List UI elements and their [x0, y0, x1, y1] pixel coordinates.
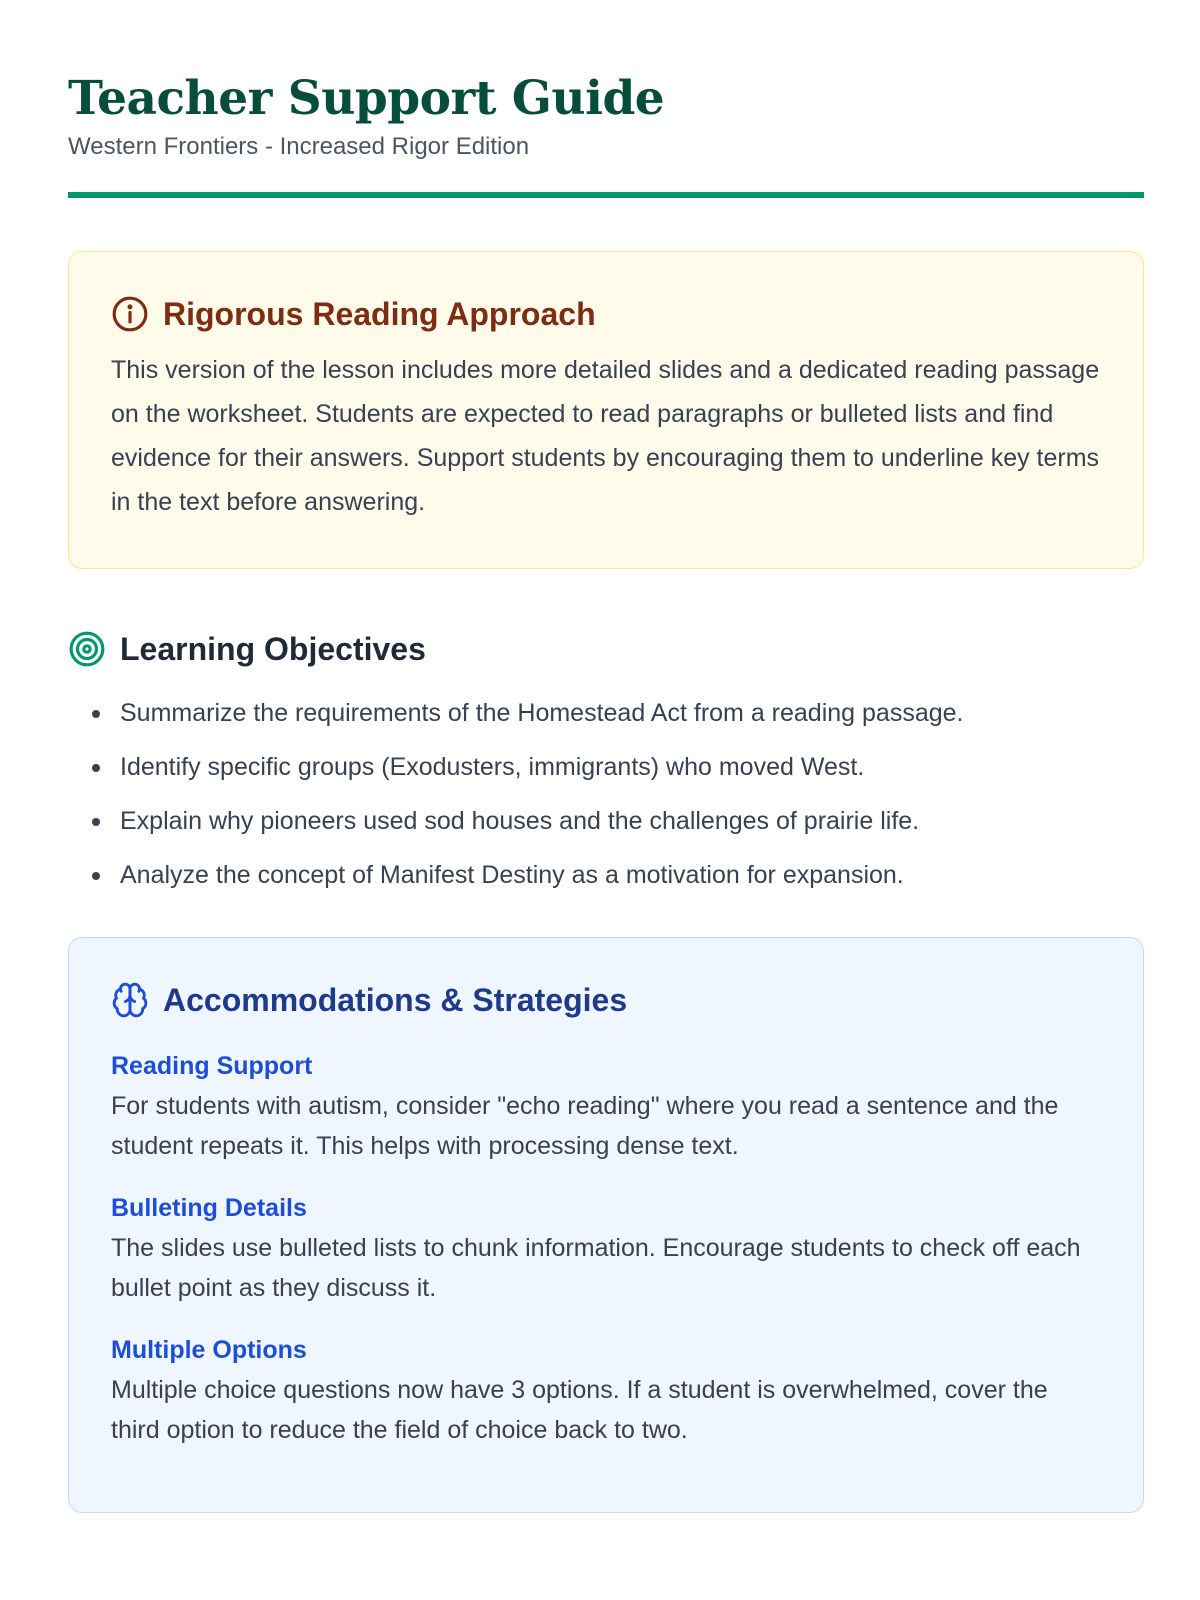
learning-objectives-section — [68, 629, 1132, 891]
strategy-title: Multiple Options — [111, 1336, 307, 1364]
learning-objectives-heading — [68, 629, 1132, 669]
strategy-title: Bulleting Details — [111, 1194, 307, 1222]
strategies-list — [111, 1050, 1101, 1450]
strategy-multiple-options — [111, 1334, 1101, 1450]
strategy-bulleting-details — [111, 1192, 1101, 1308]
page-subtitle: Western Frontiers - Increased Rigor Edition — [68, 133, 530, 160]
strategy-reading-support — [111, 1050, 1101, 1166]
objectives-list — [68, 697, 1132, 891]
reading-approach-callout — [68, 251, 1144, 569]
brain-icon — [111, 981, 149, 1019]
objective-item: Analyze the concept of Manifest Destiny as a motivation for expansion. — [92, 859, 1132, 891]
objective-item: Identify specific groups (Exodusters, immigrants) who moved West. — [92, 751, 1132, 783]
accommodations-title: Accommodations & Strategies — [163, 981, 628, 1018]
accommodations-callout — [68, 937, 1144, 1513]
page-header — [68, 68, 1132, 198]
reading-approach-title: Rigorous Reading Approach — [163, 295, 596, 332]
accommodations-heading — [111, 980, 1101, 1020]
reading-approach-body: This version of the lesson includes more detailed slides and a dedicated reading passage on the worksheet. Students are expected to read paragraphs or bulleted lists and find evidence for their answers. Support students by encouraging them to underline key terms in the text before answering. — [111, 356, 1100, 516]
reading-approach-heading — [111, 294, 1101, 334]
learning-objectives-title: Learning Objectives — [120, 630, 426, 667]
strategy-title: Reading Support — [111, 1052, 313, 1080]
strategy-body: For students with autism, consider "echo reading" where you read a sentence and the student repeats it. This helps with processing dense text. — [111, 1092, 1059, 1160]
info-circle-icon — [111, 295, 149, 333]
objective-item: Summarize the requirements of the Homestead Act from a reading passage. — [92, 697, 1132, 729]
strategy-body: Multiple choice questions now have 3 options. If a student is overwhelmed, cover the third option to reduce the field of choice back to two. — [111, 1376, 1048, 1444]
page-title: Teacher Support Guide — [68, 71, 665, 126]
objective-item: Explain why pioneers used sod houses and the challenges of prairie life. — [92, 805, 1132, 837]
header-divider — [68, 192, 1144, 198]
target-icon — [68, 630, 106, 668]
strategy-body: The slides use bulleted lists to chunk information. Encourage students to check off each bullet point as they discuss it. — [111, 1234, 1081, 1302]
